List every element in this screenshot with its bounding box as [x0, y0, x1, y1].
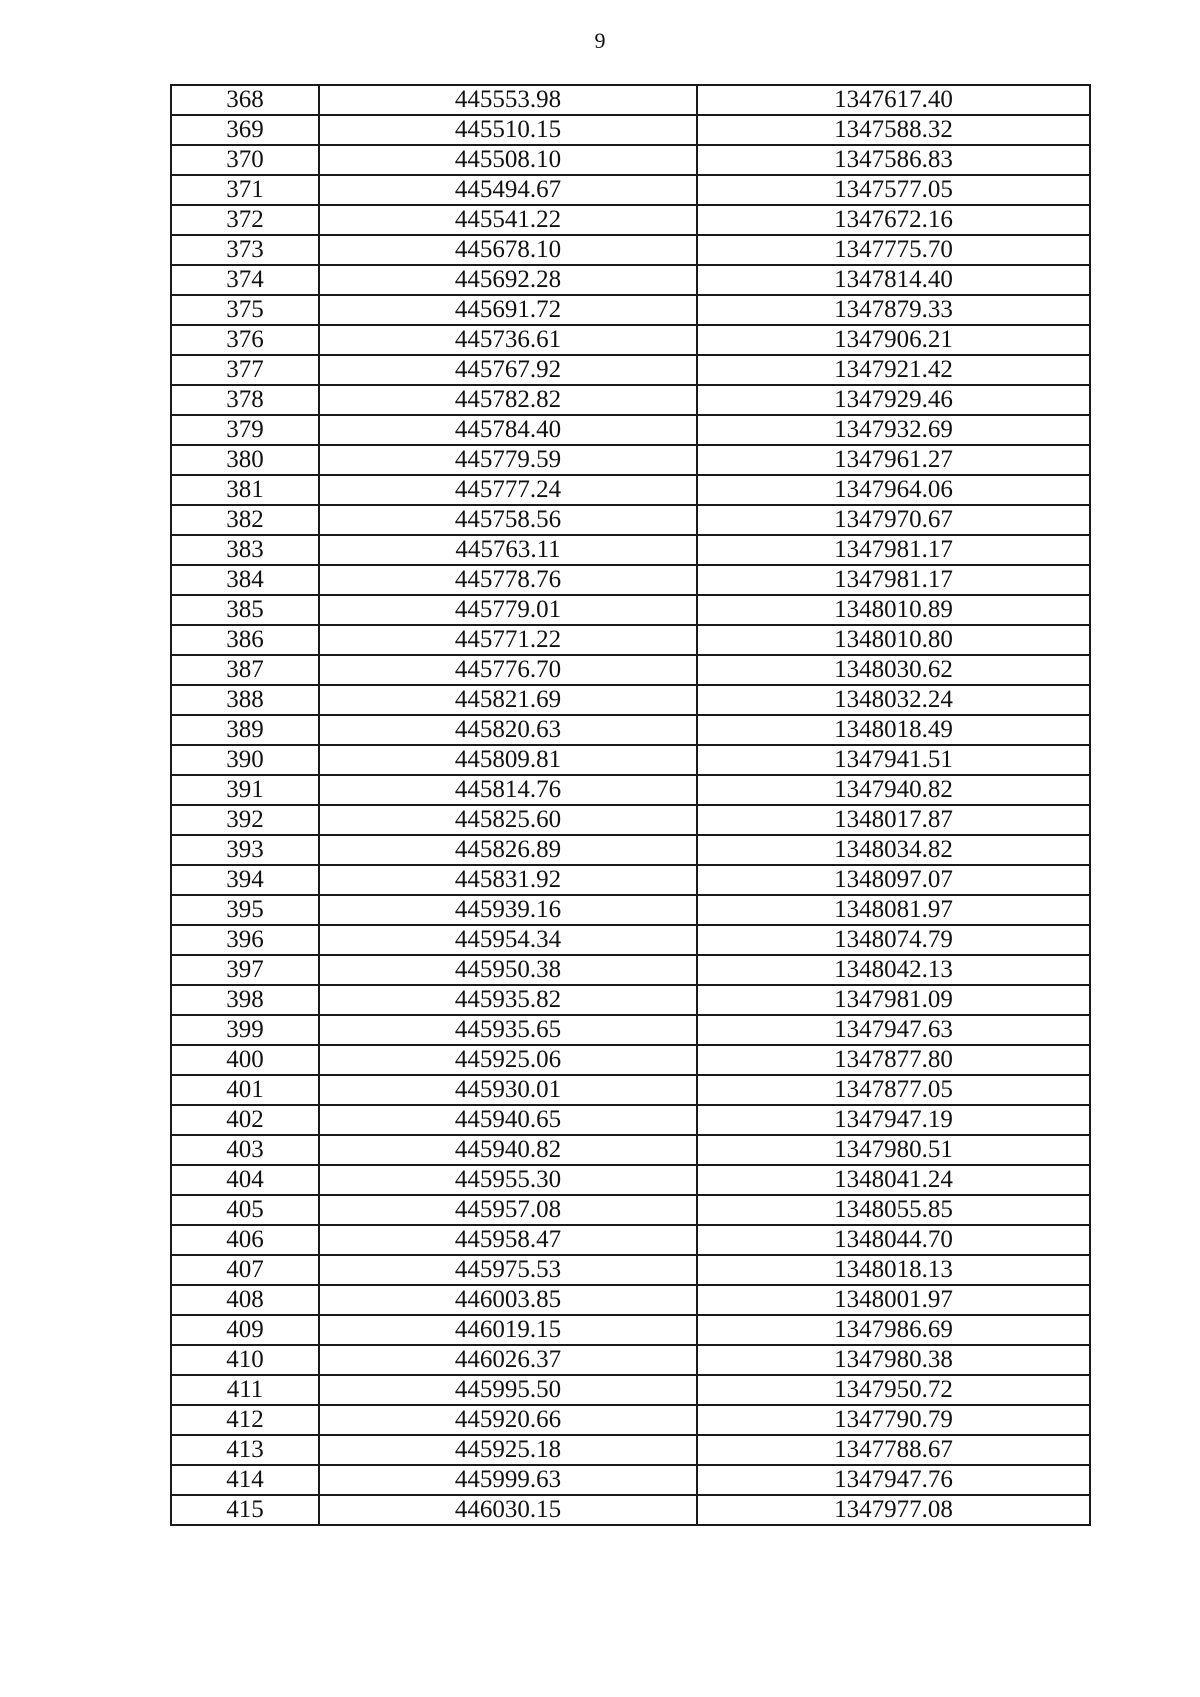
y-coordinate-cell: 1348097.07 — [697, 865, 1090, 895]
table-row — [171, 1165, 1090, 1195]
x-coordinate-cell: 445930.01 — [319, 1075, 697, 1105]
y-coordinate-cell: 1347970.67 — [697, 505, 1090, 535]
y-coordinate-cell: 1347950.72 — [697, 1375, 1090, 1405]
x-coordinate-cell: 445954.34 — [319, 925, 697, 955]
y-coordinate-cell: 1347921.42 — [697, 355, 1090, 385]
point-number-cell: 393 — [171, 835, 319, 865]
table-row — [171, 925, 1090, 955]
y-coordinate-cell: 1348081.97 — [697, 895, 1090, 925]
point-number-cell: 411 — [171, 1375, 319, 1405]
point-number-cell: 381 — [171, 475, 319, 505]
x-coordinate-cell: 445935.82 — [319, 985, 697, 1015]
point-number-cell: 410 — [171, 1345, 319, 1375]
table-row — [171, 535, 1090, 565]
x-coordinate-cell: 445939.16 — [319, 895, 697, 925]
x-coordinate-cell: 445763.11 — [319, 535, 697, 565]
point-number-cell: 412 — [171, 1405, 319, 1435]
table-row — [171, 565, 1090, 595]
point-number-cell: 390 — [171, 745, 319, 775]
x-coordinate-cell: 445957.08 — [319, 1195, 697, 1225]
point-number-cell: 392 — [171, 805, 319, 835]
page-number: 9 — [594, 28, 606, 53]
point-number-cell: 371 — [171, 175, 319, 205]
x-coordinate-cell: 445814.76 — [319, 775, 697, 805]
table-row — [171, 625, 1090, 655]
point-number-cell: 385 — [171, 595, 319, 625]
y-coordinate-cell: 1347981.17 — [697, 565, 1090, 595]
table-row — [171, 805, 1090, 835]
x-coordinate-cell: 445541.22 — [319, 205, 697, 235]
x-coordinate-cell: 446019.15 — [319, 1315, 697, 1345]
table-row — [171, 745, 1090, 775]
x-coordinate-cell: 445940.65 — [319, 1105, 697, 1135]
point-number-cell: 406 — [171, 1225, 319, 1255]
table-row — [171, 235, 1090, 265]
table-row — [171, 1405, 1090, 1435]
y-coordinate-cell: 1347672.16 — [697, 205, 1090, 235]
table-row — [171, 775, 1090, 805]
table-row — [171, 415, 1090, 445]
point-number-cell: 376 — [171, 325, 319, 355]
table-row — [171, 1375, 1090, 1405]
x-coordinate-cell: 445821.69 — [319, 685, 697, 715]
table-row — [171, 1015, 1090, 1045]
table-row — [171, 1495, 1090, 1525]
point-number-cell: 372 — [171, 205, 319, 235]
table-row — [171, 265, 1090, 295]
y-coordinate-cell: 1348041.24 — [697, 1165, 1090, 1195]
y-coordinate-cell: 1347940.82 — [697, 775, 1090, 805]
x-coordinate-cell: 445776.70 — [319, 655, 697, 685]
table-row — [171, 1465, 1090, 1495]
table-row — [171, 385, 1090, 415]
point-number-cell: 395 — [171, 895, 319, 925]
table-row — [171, 445, 1090, 475]
table-row — [171, 1255, 1090, 1285]
y-coordinate-cell: 1347941.51 — [697, 745, 1090, 775]
x-coordinate-cell: 445692.28 — [319, 265, 697, 295]
table-row — [171, 655, 1090, 685]
point-number-cell: 404 — [171, 1165, 319, 1195]
table-row — [171, 1315, 1090, 1345]
table-row — [171, 715, 1090, 745]
point-number-cell: 409 — [171, 1315, 319, 1345]
point-number-cell: 408 — [171, 1285, 319, 1315]
y-coordinate-cell: 1347788.67 — [697, 1435, 1090, 1465]
x-coordinate-cell: 445825.60 — [319, 805, 697, 835]
y-coordinate-cell: 1348018.49 — [697, 715, 1090, 745]
coordinates-table-body — [171, 85, 1090, 1525]
table-row — [171, 895, 1090, 925]
x-coordinate-cell: 445925.18 — [319, 1435, 697, 1465]
table-row — [171, 1105, 1090, 1135]
y-coordinate-cell: 1347790.79 — [697, 1405, 1090, 1435]
point-number-cell: 399 — [171, 1015, 319, 1045]
point-number-cell: 386 — [171, 625, 319, 655]
x-coordinate-cell: 445826.89 — [319, 835, 697, 865]
x-coordinate-cell: 445777.24 — [319, 475, 697, 505]
y-coordinate-cell: 1347814.40 — [697, 265, 1090, 295]
y-coordinate-cell: 1347929.46 — [697, 385, 1090, 415]
x-coordinate-cell: 445995.50 — [319, 1375, 697, 1405]
y-coordinate-cell: 1347906.21 — [697, 325, 1090, 355]
y-coordinate-cell: 1347947.19 — [697, 1105, 1090, 1135]
y-coordinate-cell: 1347932.69 — [697, 415, 1090, 445]
point-number-cell: 382 — [171, 505, 319, 535]
coordinates-table — [170, 84, 1091, 1526]
point-number-cell: 387 — [171, 655, 319, 685]
point-number-cell: 405 — [171, 1195, 319, 1225]
y-coordinate-cell: 1348030.62 — [697, 655, 1090, 685]
y-coordinate-cell: 1347980.38 — [697, 1345, 1090, 1375]
point-number-cell: 368 — [171, 85, 319, 115]
point-number-cell: 380 — [171, 445, 319, 475]
point-number-cell: 384 — [171, 565, 319, 595]
table-row — [171, 295, 1090, 325]
point-number-cell: 401 — [171, 1075, 319, 1105]
x-coordinate-cell: 445678.10 — [319, 235, 697, 265]
point-number-cell: 383 — [171, 535, 319, 565]
table-row — [171, 955, 1090, 985]
y-coordinate-cell: 1348055.85 — [697, 1195, 1090, 1225]
y-coordinate-cell: 1347980.51 — [697, 1135, 1090, 1165]
table-row — [171, 1075, 1090, 1105]
table-row — [171, 835, 1090, 865]
x-coordinate-cell: 445809.81 — [319, 745, 697, 775]
y-coordinate-cell: 1348034.82 — [697, 835, 1090, 865]
table-row — [171, 1285, 1090, 1315]
point-number-cell: 394 — [171, 865, 319, 895]
point-number-cell: 378 — [171, 385, 319, 415]
x-coordinate-cell: 445758.56 — [319, 505, 697, 535]
y-coordinate-cell: 1348042.13 — [697, 955, 1090, 985]
x-coordinate-cell: 445779.01 — [319, 595, 697, 625]
table-row — [171, 1045, 1090, 1075]
x-coordinate-cell: 445955.30 — [319, 1165, 697, 1195]
point-number-cell: 414 — [171, 1465, 319, 1495]
x-coordinate-cell: 445784.40 — [319, 415, 697, 445]
table-row — [171, 1195, 1090, 1225]
x-coordinate-cell: 445778.76 — [319, 565, 697, 595]
x-coordinate-cell: 445950.38 — [319, 955, 697, 985]
x-coordinate-cell: 445771.22 — [319, 625, 697, 655]
table-row — [171, 325, 1090, 355]
point-number-cell: 373 — [171, 235, 319, 265]
table-row — [171, 145, 1090, 175]
x-coordinate-cell: 446030.15 — [319, 1495, 697, 1525]
point-number-cell: 389 — [171, 715, 319, 745]
y-coordinate-cell: 1348074.79 — [697, 925, 1090, 955]
y-coordinate-cell: 1347947.63 — [697, 1015, 1090, 1045]
point-number-cell: 407 — [171, 1255, 319, 1285]
x-coordinate-cell: 445508.10 — [319, 145, 697, 175]
y-coordinate-cell: 1347588.32 — [697, 115, 1090, 145]
point-number-cell: 369 — [171, 115, 319, 145]
x-coordinate-cell: 445779.59 — [319, 445, 697, 475]
y-coordinate-cell: 1347986.69 — [697, 1315, 1090, 1345]
x-coordinate-cell: 445782.82 — [319, 385, 697, 415]
point-number-cell: 397 — [171, 955, 319, 985]
y-coordinate-cell: 1347775.70 — [697, 235, 1090, 265]
table-row — [171, 355, 1090, 385]
table-row — [171, 1435, 1090, 1465]
y-coordinate-cell: 1347577.05 — [697, 175, 1090, 205]
y-coordinate-cell: 1348010.89 — [697, 595, 1090, 625]
x-coordinate-cell: 446026.37 — [319, 1345, 697, 1375]
y-coordinate-cell: 1348044.70 — [697, 1225, 1090, 1255]
x-coordinate-cell: 445925.06 — [319, 1045, 697, 1075]
table-row — [171, 1135, 1090, 1165]
x-coordinate-cell: 445935.65 — [319, 1015, 697, 1045]
y-coordinate-cell: 1348017.87 — [697, 805, 1090, 835]
y-coordinate-cell: 1347879.33 — [697, 295, 1090, 325]
table-row — [171, 175, 1090, 205]
x-coordinate-cell: 445494.67 — [319, 175, 697, 205]
y-coordinate-cell: 1347617.40 — [697, 85, 1090, 115]
point-number-cell: 374 — [171, 265, 319, 295]
y-coordinate-cell: 1348032.24 — [697, 685, 1090, 715]
point-number-cell: 413 — [171, 1435, 319, 1465]
x-coordinate-cell: 445767.92 — [319, 355, 697, 385]
table-row — [171, 865, 1090, 895]
y-coordinate-cell: 1348001.97 — [697, 1285, 1090, 1315]
y-coordinate-cell: 1347961.27 — [697, 445, 1090, 475]
table-row — [171, 205, 1090, 235]
y-coordinate-cell: 1347977.08 — [697, 1495, 1090, 1525]
x-coordinate-cell: 445510.15 — [319, 115, 697, 145]
table-row — [171, 85, 1090, 115]
y-coordinate-cell: 1348010.80 — [697, 625, 1090, 655]
x-coordinate-cell: 445940.82 — [319, 1135, 697, 1165]
table-row — [171, 475, 1090, 505]
y-coordinate-cell: 1348018.13 — [697, 1255, 1090, 1285]
table-row — [171, 985, 1090, 1015]
point-number-cell: 375 — [171, 295, 319, 325]
x-coordinate-cell: 445999.63 — [319, 1465, 697, 1495]
table-row — [171, 1225, 1090, 1255]
y-coordinate-cell: 1347877.05 — [697, 1075, 1090, 1105]
x-coordinate-cell: 445975.53 — [319, 1255, 697, 1285]
point-number-cell: 403 — [171, 1135, 319, 1165]
y-coordinate-cell: 1347586.83 — [697, 145, 1090, 175]
point-number-cell: 370 — [171, 145, 319, 175]
y-coordinate-cell: 1347947.76 — [697, 1465, 1090, 1495]
x-coordinate-cell: 446003.85 — [319, 1285, 697, 1315]
y-coordinate-cell: 1347877.80 — [697, 1045, 1090, 1075]
point-number-cell: 391 — [171, 775, 319, 805]
x-coordinate-cell: 445553.98 — [319, 85, 697, 115]
point-number-cell: 400 — [171, 1045, 319, 1075]
table-row — [171, 685, 1090, 715]
y-coordinate-cell: 1347981.17 — [697, 535, 1090, 565]
table-row — [171, 1345, 1090, 1375]
x-coordinate-cell: 445820.63 — [319, 715, 697, 745]
point-number-cell: 415 — [171, 1495, 319, 1525]
point-number-cell: 402 — [171, 1105, 319, 1135]
y-coordinate-cell: 1347981.09 — [697, 985, 1090, 1015]
x-coordinate-cell: 445920.66 — [319, 1405, 697, 1435]
point-number-cell: 388 — [171, 685, 319, 715]
table-row — [171, 115, 1090, 145]
table-row — [171, 595, 1090, 625]
x-coordinate-cell: 445736.61 — [319, 325, 697, 355]
point-number-cell: 377 — [171, 355, 319, 385]
x-coordinate-cell: 445831.92 — [319, 865, 697, 895]
point-number-cell: 396 — [171, 925, 319, 955]
x-coordinate-cell: 445958.47 — [319, 1225, 697, 1255]
point-number-cell: 398 — [171, 985, 319, 1015]
x-coordinate-cell: 445691.72 — [319, 295, 697, 325]
point-number-cell: 379 — [171, 415, 319, 445]
table-row — [171, 505, 1090, 535]
y-coordinate-cell: 1347964.06 — [697, 475, 1090, 505]
